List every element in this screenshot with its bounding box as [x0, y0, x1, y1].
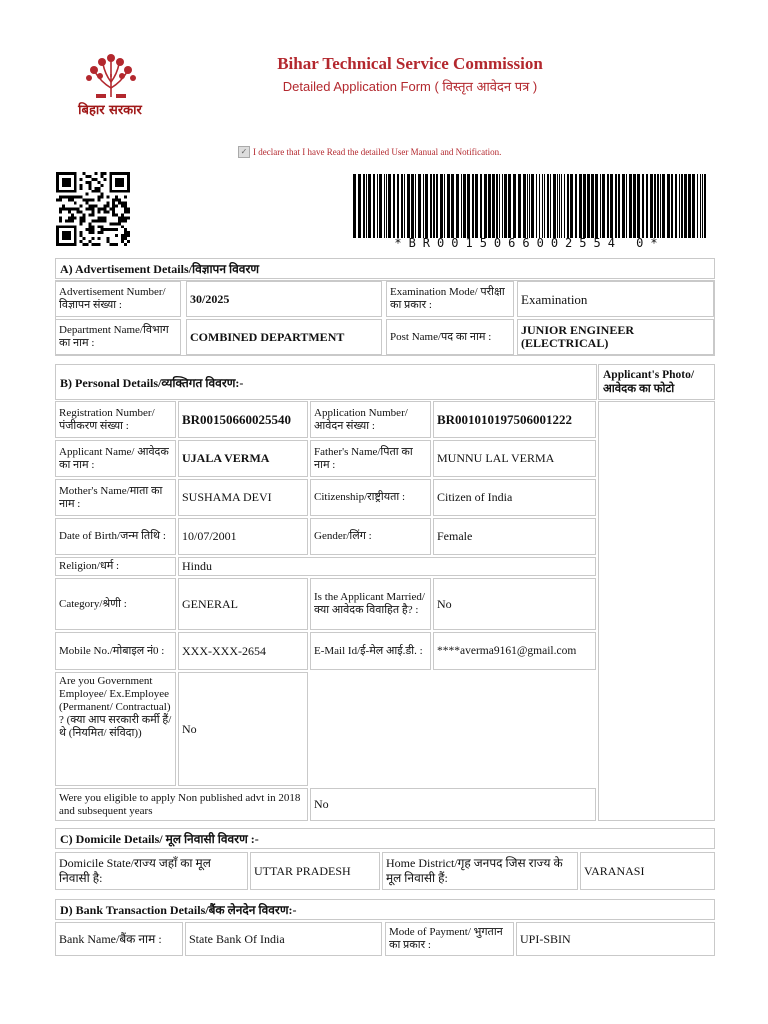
application-no-label: Application Number/ आवेदन संख्या :	[310, 401, 431, 438]
citizenship-value: Citizen of India	[433, 479, 596, 516]
section-b-heading: B) Personal Details/व्यक्तिगत विवरण:-	[55, 364, 597, 400]
reg-value: BR00150660025540	[178, 401, 308, 438]
domicile-state-value: UTTAR PRADESH	[250, 852, 380, 890]
application-no-value: BR001010197506001222	[433, 401, 596, 438]
govt-employee-label: Are you Government Employee/ Ex.Employee (Permanent/ Contractual) ? (क्या आप सरकारी कर्मी हैं/थे (नियमित/ संविदा))	[55, 672, 176, 786]
gender-label: Gender/लिंग :	[310, 518, 431, 555]
checkbox-checked-icon[interactable]: ✓	[238, 146, 250, 158]
page-title: Bihar Technical Service Commission	[277, 54, 543, 73]
section-d-heading: D) Bank Transaction Details/बैंक लेनदेन विवरण:-	[55, 899, 715, 920]
govt-employee-value: No	[178, 672, 308, 786]
logo-caption: बिहार सरकार	[78, 103, 142, 118]
page-subtitle: Detailed Application Form ( विस्तृत आवेदन पत्र )	[282, 79, 538, 94]
barcode-icon	[353, 174, 706, 238]
adv-no-label: Advertisement Number/ विज्ञापन संख्या :	[55, 281, 181, 317]
barcode-text: *BR0015066002554 0*	[394, 236, 665, 250]
qr-code-icon	[56, 172, 130, 246]
form-header	[0, 0, 768, 140]
reg-label: Registration Number/ पंजीकरण संख्या :	[55, 401, 176, 438]
gender-value: Female	[433, 518, 596, 555]
photo-label: Applicant's Photo/ आवेदक का फोटो	[598, 364, 715, 400]
bank-name-value: State Bank Of India	[185, 922, 382, 956]
exam-mode-value: Examination	[517, 281, 714, 317]
domicile-state-label: Domicile State/राज्य जहाँ का मूल निवासी है:	[55, 852, 248, 890]
payment-mode-label: Mode of Payment/ भुगतान का प्रकार :	[385, 922, 514, 956]
applicant-name-label: Applicant Name/ आवेदक का नाम :	[55, 440, 176, 477]
home-district-label: Home District/गृह जनपद जिस राज्य के मूल निवासी हैं:	[382, 852, 578, 890]
adv-no-value: 30/2025	[186, 281, 382, 317]
mother-name-label: Mother's Name/माता का नाम :	[55, 479, 176, 516]
payment-mode-value: UPI-SBIN	[516, 922, 715, 956]
eligible-value: No	[310, 788, 596, 821]
eligible-label: Were you eligible to apply Non published advt in 2018 and subsequent years	[55, 788, 308, 821]
applicant-name-value: UJALA VERMA	[178, 440, 308, 477]
citizenship-label: Citizenship/राष्ट्रीयता :	[310, 479, 431, 516]
email-value: ****averma9161@gmail.com	[433, 632, 596, 670]
section-c-heading: C) Domicile Details/ मूल निवासी विवरण :-	[55, 828, 715, 849]
married-label: Is the Applicant Married/क्या आवेदक विवाहित है? :	[310, 578, 431, 630]
mother-name-value: SUSHAMA DEVI	[178, 479, 308, 516]
post-value: JUNIOR ENGINEER (ELECTRICAL)	[517, 319, 714, 355]
father-name-value: MUNNU LAL VERMA	[433, 440, 596, 477]
declaration-row[interactable]	[238, 146, 501, 158]
bank-name-label: Bank Name/बैंक नाम :	[55, 922, 183, 956]
married-value: No	[433, 578, 596, 630]
mobile-label: Mobile No./मोबाइल नं0 :	[55, 632, 176, 670]
post-label: Post Name/पद का नाम :	[386, 319, 514, 355]
department-label: Department Name/विभाग का नाम :	[55, 319, 181, 355]
mobile-value: XXX-XXX-2654	[178, 632, 308, 670]
section-a-heading: A) Advertisement Details/विज्ञापन विवरण	[55, 258, 715, 279]
declaration-text: I declare that I have Read the detailed User Manual and Notification.	[253, 147, 502, 157]
dob-label: Date of Birth/जन्म तिथि :	[55, 518, 176, 555]
religion-label: Religion/धर्म :	[55, 557, 176, 576]
dob-value: 10/07/2001	[178, 518, 308, 555]
father-name-label: Father's Name/पिता का नाम :	[310, 440, 431, 477]
photo-box	[598, 401, 715, 821]
category-value: GENERAL	[178, 578, 308, 630]
religion-value: Hindu	[178, 557, 596, 576]
email-label: E-Mail Id/ई-मेल आई.डी. :	[310, 632, 431, 670]
exam-mode-label: Examination Mode/ परीक्षा का प्रकार :	[386, 281, 514, 317]
home-district-value: VARANASI	[580, 852, 715, 890]
category-label: Category/श्रेणी :	[55, 578, 176, 630]
department-value: COMBINED DEPARTMENT	[186, 319, 382, 355]
